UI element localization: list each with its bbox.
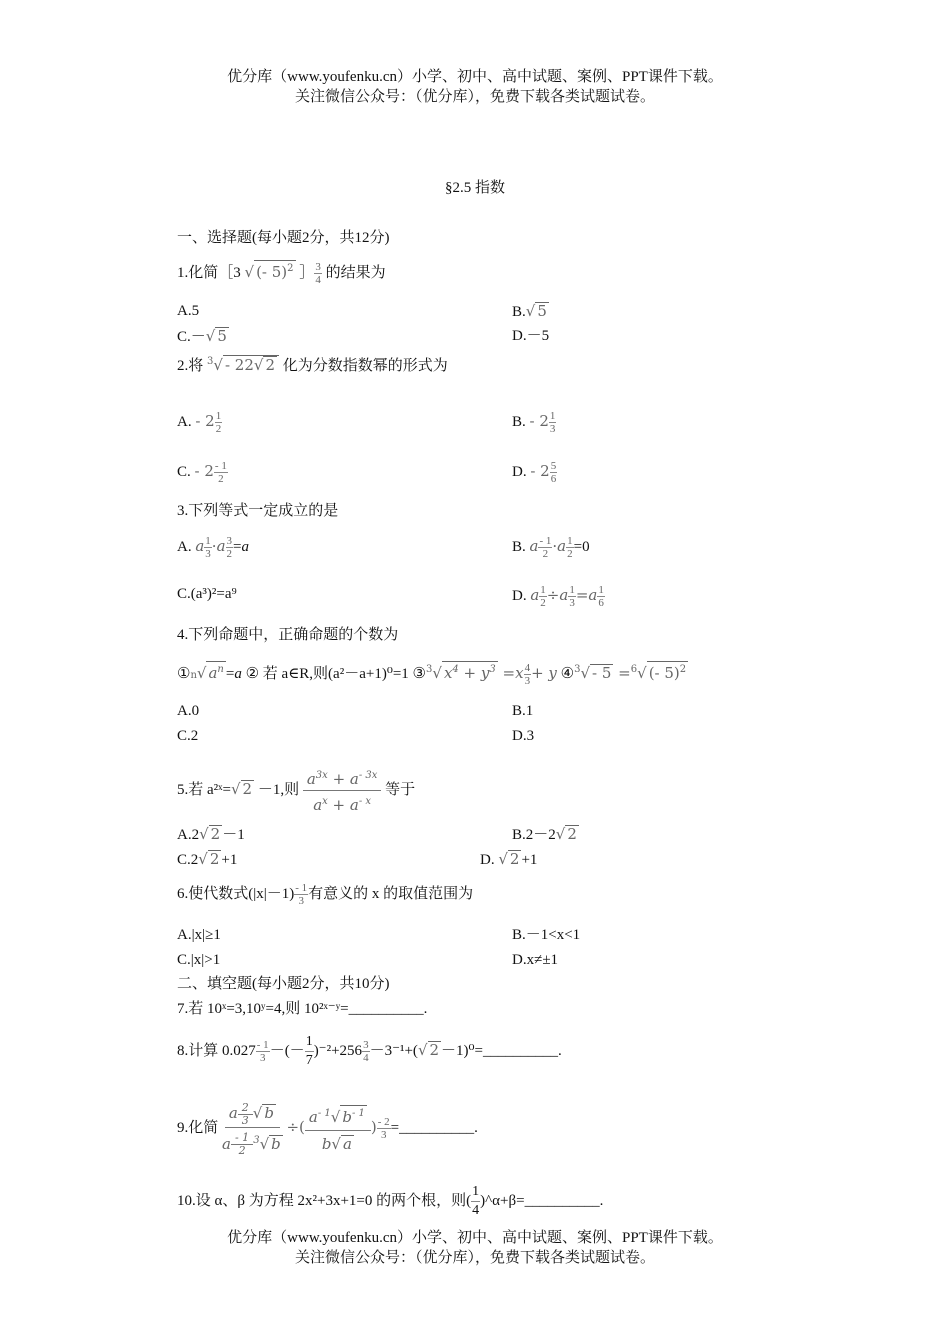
page-footer [0,1228,950,1268]
question-8: 8.计算 0.027 $\frac{- 1}{3}$ －(－ $\frac{1}{7}$ )⁻²+256 $\frac{3}{4}$ －3⁻¹+(√ 2 －1)⁰=__________. [177,1034,562,1068]
header-line-2: 关注微信公众号：（优分库），免费下载各类试题试卷。 [294,89,655,105]
q6-option-d: D.x≠±1 [512,952,559,968]
question-10: 10.设 α、β 为方程 2x²+3x+1=0 的两个根，则( $\frac{1}{4}$ )^α+β=__________. [177,1184,604,1218]
q1-option-a: A.5 [177,303,200,319]
q2-option-b: B. - 2 $\frac{1}{3}$ [512,410,556,435]
section-2-heading: 二、填空题(每小题2分，共10分) [177,976,390,992]
q3-option-b: B. a $\frac{- 1}{2}$ ·a $\frac{1}{2}$ =0 [512,535,590,560]
question-6: 6.使代数式(|x|－1) $\frac{- 1}{3}$ 有意义的 x 的取值范围为 [177,882,474,907]
question-2: 2.将 $^3$√ - 22√ 2 化为分数指数幂的形式为 [177,356,448,374]
q1-option-d: D.－5 [512,328,550,344]
q3-option-d: D. a $\frac{1}{2}$ ÷a $\frac{1}{3}$ =a $\frac{1}{6}$ [512,584,604,609]
q4-option-d: D.3 [512,728,535,744]
footer-line-2: 关注微信公众号：（优分库），免费下载各类试题试卷。 [294,1250,655,1266]
page-title: §2.5 指数 [444,180,505,196]
q4-option-a: A.0 [177,703,200,719]
q2-option-d: D. - 2 $\frac{5}{6}$ [512,460,557,485]
q4-option-b: B.1 [512,703,534,719]
question-4: 4.下列命题中，正确命题的个数为 [177,627,399,643]
q2-option-a: A. - 2 $\frac{1}{2}$ [177,410,222,435]
q1-radicand: (- 5)$^2$ [254,260,295,280]
q5-option-a: A.2√ 2 －1 [177,825,245,843]
page-header [0,67,950,107]
question-3: 3.下列等式一定成立的是 [177,503,339,519]
q4-propositions: ①n√ $a^n =a$ ② 若 a∈R,则(a²－a+1)⁰=1 ③$^3$√ $x^4 + y^3 =x$ $\frac{4}{3}$ + y ④$^3$√ - 5 =$^6$√ (- 5)$^2$ [177,662,687,688]
q5-option-d: D. √ 2 +1 [480,850,538,868]
question-9: 9.化简 a $\frac{2}{3}$ √ b a $\frac{- 1}{2}$ $^3$√ b ÷( $\frac{a^{- 1}√ b^{- 1}}{b√ a}$ ) $\frac{- 2}{3}$ =__________. [177,1100,478,1157]
q1-stem-pre: 1.化简［3 [177,265,241,281]
q4-option-c: C.2 [177,728,199,744]
q1-option-c: C.－√ 5 [177,327,227,345]
q1-stem-post: 的结果为 [325,265,386,281]
header-line-1: 优分库（www.youfenku.cn）小学、初中、高中试题、案例、PPT课件下载。 [227,69,723,85]
q6-option-c: C.|x|>1 [177,952,221,968]
q4-proposition-2: ② 若 a∈R,则(a²－a+1)⁰=1 [245,666,409,682]
q3-option-a: A. a $\frac{1}{3}$ ·a $\frac{3}{2}$ =a [177,535,249,560]
q5-option-b: B.2－2√ 2 [512,825,577,843]
q3-option-c: C.(a³)²=a⁹ [177,586,237,602]
q6-option-a: A.|x|≥1 [177,927,221,943]
footer-line-1: 优分库（www.youfenku.cn）小学、初中、高中试题、案例、PPT课件下载。 [227,1230,723,1246]
q6-option-b: B.－1<x<1 [512,927,581,943]
q5-option-c: C.2√ 2 +1 [177,850,238,868]
q2-option-c: C. - 2 $\frac{- 1}{2}$ [177,460,227,485]
question-1: 1.化简［3 √ (- 5)$^2$ ］ $\frac{3}{4}$ 的结果为 [177,261,386,287]
question-5: 5.若 a²ˣ=√ 2 －1,则 $\frac{a^{3x} + a^{- 3x}}{a^x + a^{- x}}$ 等于 [177,765,415,816]
section-1-heading: 一、选择题(每小题2分，共12分) [177,230,390,246]
question-7: 7.若 10ˣ=3,10ʸ=4,则 10²ˣ⁻ʸ=__________. [177,1001,428,1017]
q1-option-b: B.√ 5 [512,302,547,320]
